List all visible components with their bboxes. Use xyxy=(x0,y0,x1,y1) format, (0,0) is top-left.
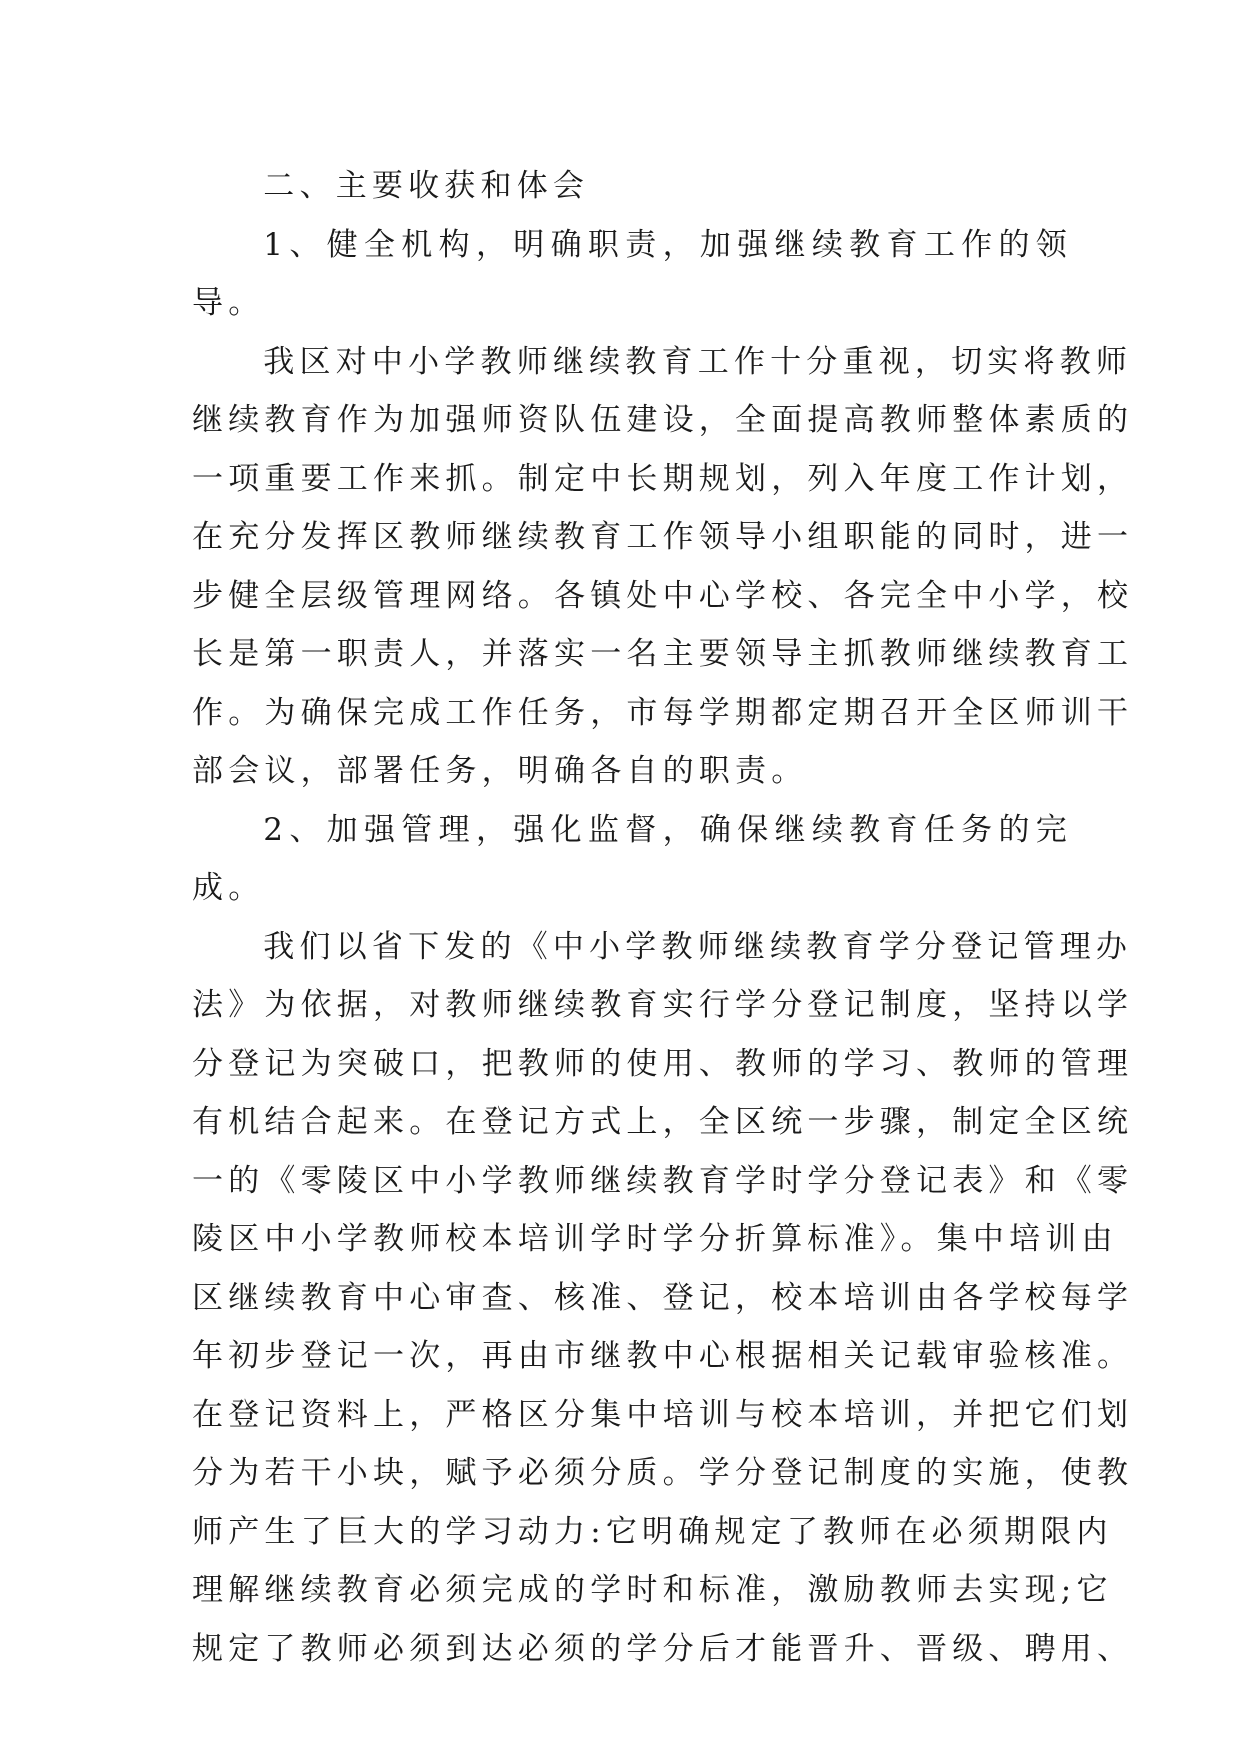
paragraph-line: 法》为依据，对教师继续教育实行学分登记制度，坚持以学 xyxy=(192,987,1134,1023)
paragraph-line: 理解继续教育必须完成的学时和标准，激励教师去实现;它 xyxy=(192,1572,1113,1608)
paragraph-line: 师产生了巨大的学习动力:它明确规定了教师在必须期限内 xyxy=(192,1513,1113,1550)
paragraph-line: 我们以省下发的《中小学教师继续教育学分登记管理办 xyxy=(263,928,1133,965)
subsection-heading-1: 1、健全机构，明确职责，加强继续教育工作的领导。 xyxy=(192,226,1072,321)
paragraph-line: 区继续教育中心审查、核准、登记，校本培训由各学校每学 xyxy=(192,1279,1134,1316)
paragraph-line: 在登记资料上，严格区分集中培训与校本培训，并把它们划 xyxy=(192,1396,1134,1433)
paragraph-line: 有机结合起来。在登记方式上，全区统一步骤，制定全区统 xyxy=(192,1104,1134,1140)
paragraph-line: 在充分发挥区教师继续教育工作领导小组职能的同时，进一 xyxy=(192,519,1134,555)
section-heading: 二、主要收获和体会 xyxy=(263,168,590,204)
paragraph-line: 年初步登记一次，再由市继教中心根据相关记载审验核准。 xyxy=(192,1338,1134,1374)
paragraph-line: 分登记为突破口，把教师的使用、教师的学习、教师的管理 xyxy=(192,1045,1134,1082)
paragraph-line: 作。为确保完成工作任务，市每学期都定期召开全区师训干 xyxy=(192,694,1134,731)
paragraph-line: 陵区中小学教师校本培训学时学分折算标准》。集中培训由 xyxy=(192,1221,1118,1257)
subsection-heading-2: 2、加强管理，强化监督，确保继续教育任务的完成。 xyxy=(192,811,1072,906)
paragraph-1 xyxy=(192,333,1134,801)
paragraph-line: 长是第一职责人，并落实一名主要领导主抓教师继续教育工 xyxy=(192,636,1134,672)
paragraph-line: 我区对中小学教师继续教育工作十分重视，切实将教师 xyxy=(263,343,1133,380)
document-body xyxy=(192,157,1134,1678)
paragraph-line: 规定了教师必须到达必须的学分后才能晋升、晋级、聘用、 xyxy=(192,1630,1134,1667)
paragraph-line: 一项重要工作来抓。制定中长期规划，列入年度工作计划， xyxy=(192,460,1134,497)
paragraph-line: 一的《零陵区中小学教师继续教育学时学分登记表》和《零 xyxy=(192,1162,1134,1199)
paragraph-2 xyxy=(192,918,1134,1679)
paragraph-line: 步健全层级管理网络。各镇处中心学校、各完全中小学，校 xyxy=(192,577,1134,614)
paragraph-line: 部会议，部署任务，明确各自的职责。 xyxy=(192,753,808,789)
paragraph-line: 继续教育作为加强师资队伍建设，全面提高教师整体素质的 xyxy=(192,402,1134,438)
paragraph-line: 分为若干小块，赋予必须分质。学分登记制度的实施，使教 xyxy=(192,1455,1134,1491)
